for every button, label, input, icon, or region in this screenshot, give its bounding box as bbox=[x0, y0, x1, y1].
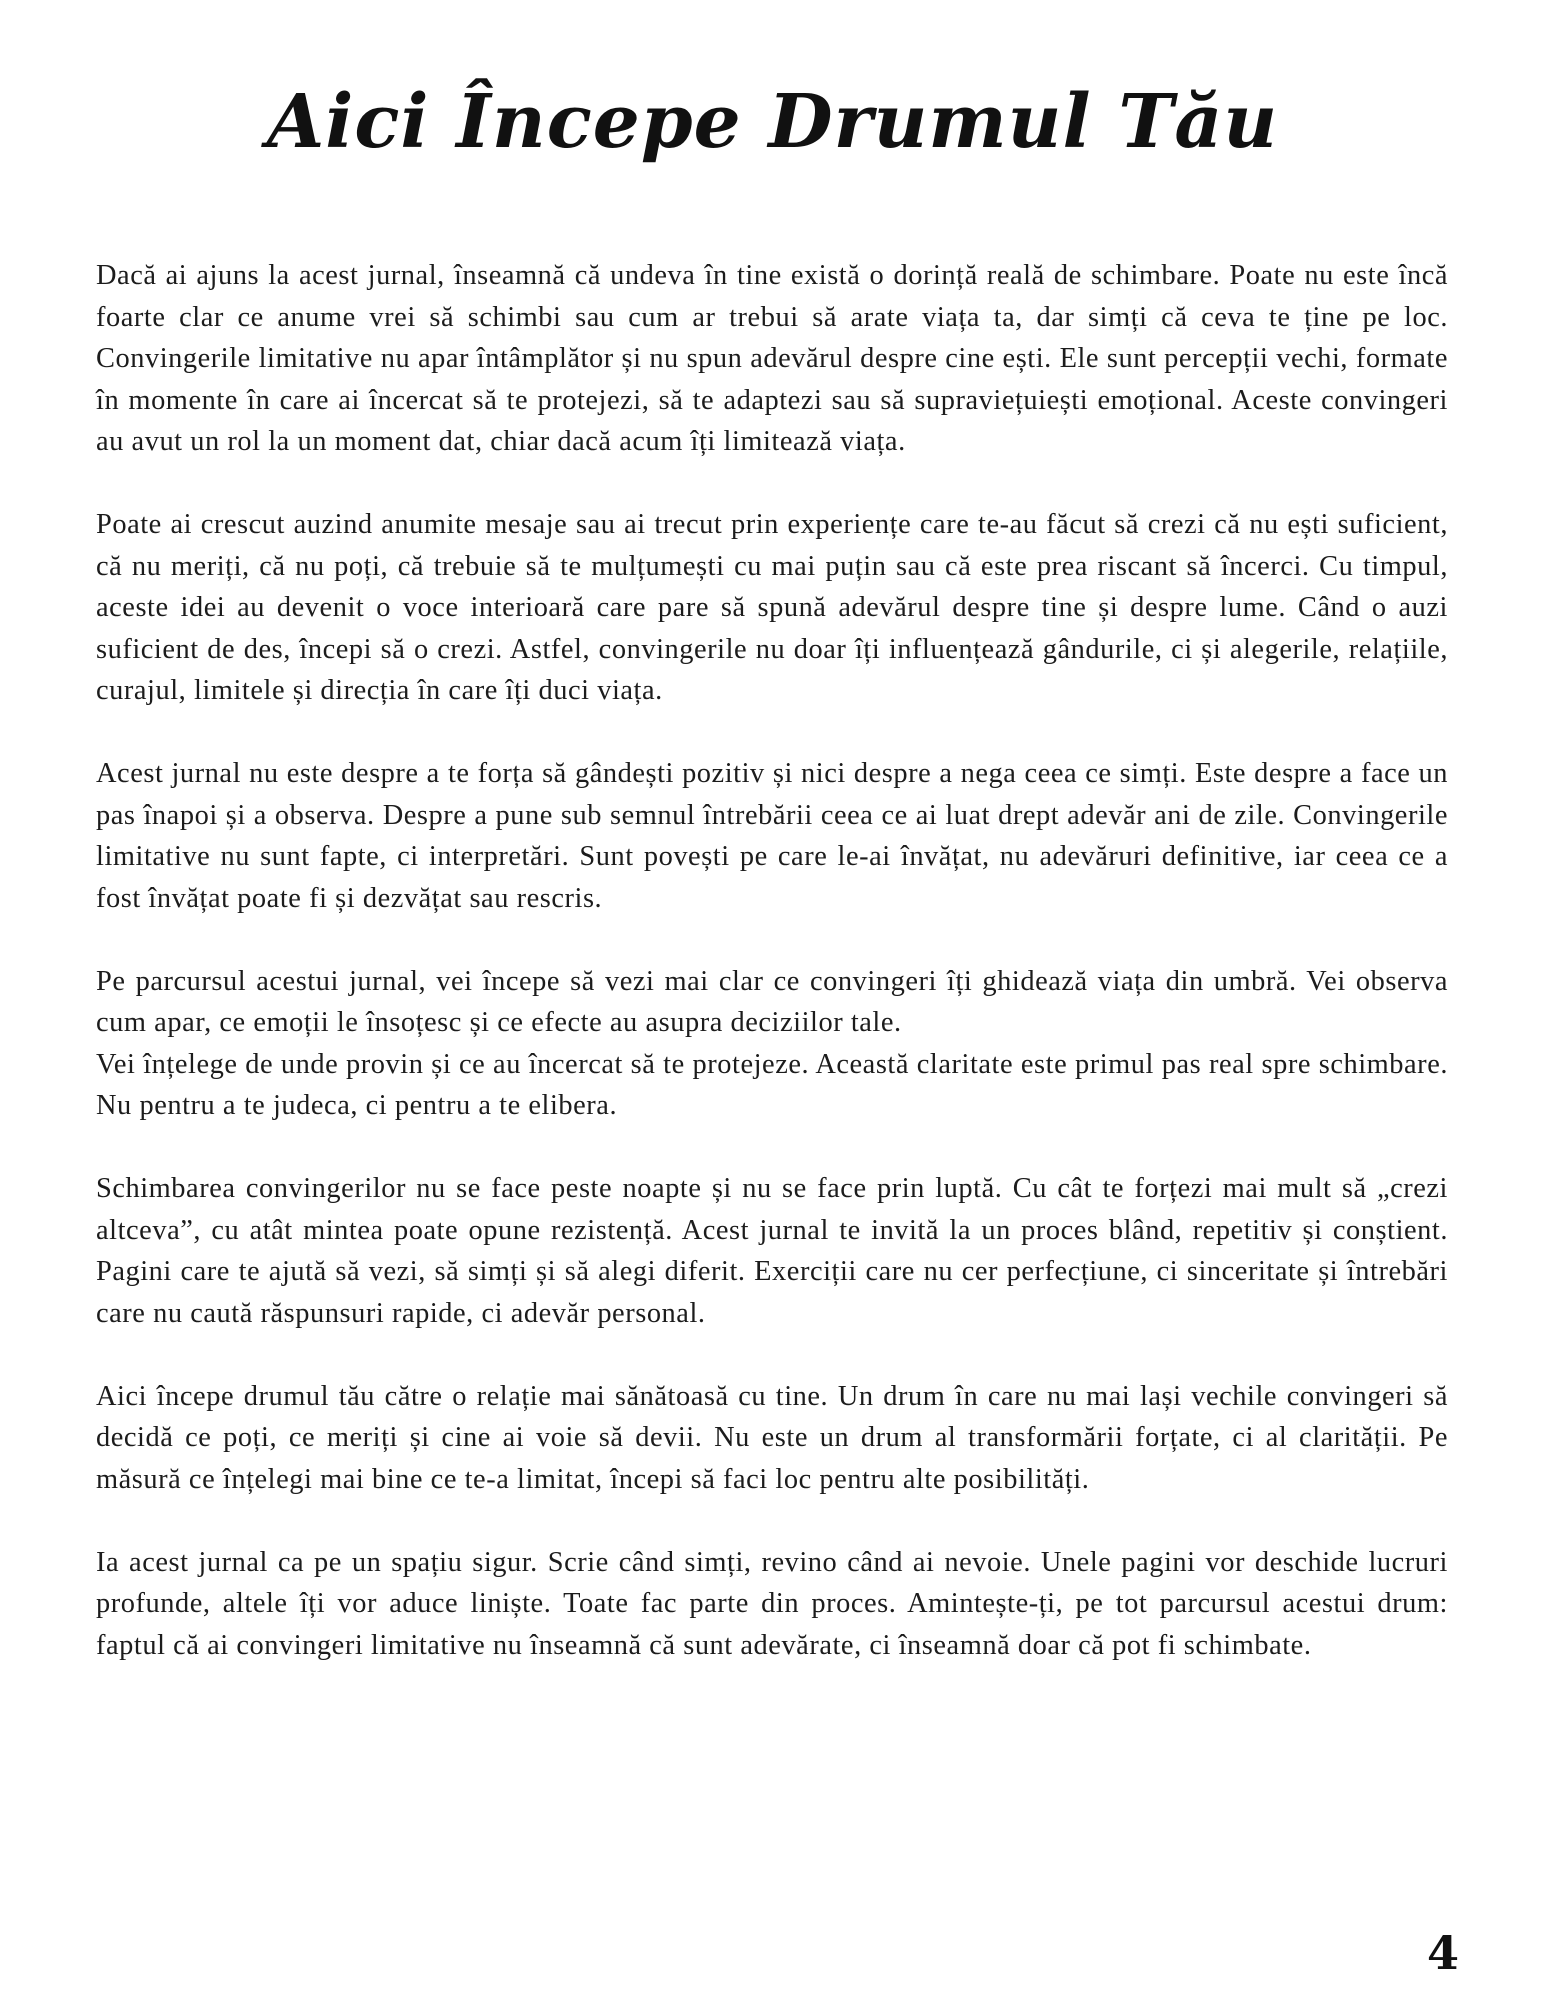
paragraph-3: Acest jurnal nu este despre a te forța să gândești pozitiv și nici despre a nega ceea ce simți. Este despre a face un pas înapoi și a observa. Despre a pune sub semnul întrebării ceea ce ai luat drept adevăr ani de zile. Convingerile limitative nu sunt fapte, ci interpretări. Sunt povești pe care le-ai învățat, nu adevăruri definitive, iar ceea ce a fost învățat poate fi și dezvățat sau rescris. bbox=[96, 758, 1448, 914]
paragraph-1: Dacă ai ajuns la acest jurnal, înseamnă că undeva în tine există o dorință reală de schimbare. Poate nu este încă foarte clar ce anume vrei să schimbi sau cum ar trebui să arate viața ta, dar simți că ceva te ține pe loc. Convingerile limitative nu apar întâmplător și nu spun adevărul despre cine ești. Ele sunt percepții vechi, formate în momente în care ai încercat să te protejezi, să te adaptezi sau să supraviețuiești emoțional. Aceste convingeri au avut un rol la un moment dat, chiar dacă acum îți limitează viața. bbox=[96, 260, 1448, 457]
paragraph-4: Pe parcursul acestui jurnal, vei începe să vezi mai clar ce convingeri îți ghidează viața din umbră. Vei observa cum apar, ce emoții le însoțesc și ce efecte au asupra deciziilor tale. bbox=[96, 965, 1448, 1038]
page-number: 4 bbox=[1426, 1926, 1459, 1980]
paragraph-6: Schimbarea convingerilor nu se face peste noapte și nu se face prin luptă. Cu cât te forțezi mai mult să „crezi altceva”, cu atât mintea poate opune rezistență. Acest jurnal te invită la un proces blând, repetitiv și conștient. Pagini care te ajută să vezi, să simți și să alegi diferit. Exerciții care nu cer perfecțiune, ci sinceritate și întrebări care nu caută răspunsuri rapide, ci adevăr personal. bbox=[96, 1173, 1448, 1329]
paragraph-8: Ia acest jurnal ca pe un spațiu sigur. Scrie când simți, revino când ai nevoie. Unele pagini vor deschide lucruri profunde, altele îți vor aduce liniște. Toate fac parte din proces. Amintește-ți, pe tot parcursul acestui drum: faptul că ai convingeri limitative nu înseamnă că sunt adevărate, ci înseamnă doar că pot fi schimbate. bbox=[96, 1546, 1448, 1661]
paragraph-5: Vei înțelege de unde provin și ce au încercat să te protejeze. Această claritate este primul pas real spre schimbare. Nu pentru a te judeca, ci pentru a te elibera. bbox=[96, 1048, 1448, 1121]
paragraph-2: Poate ai crescut auzind anumite mesaje sau ai trecut prin experiențe care te-au făcut să crezi că nu ești suficient, că nu meriți, că nu poți, că trebuie să te mulțumești cu mai puțin sau că este prea riscant să încerci. Cu timpul, aceste idei au devenit o voce interioară care pare să spună adevărul despre tine și despre lume. Când o auzi suficient de des, începi să o crezi. Astfel, convingerile nu doar îți influențează gândurile, ci și alegerile, relațiile, curajul, limitele și direcția în care îți duci viața. bbox=[96, 509, 1448, 706]
body-text bbox=[96, 255, 1448, 1708]
paragraph-7: Aici începe drumul tău către o relație mai sănătoasă cu tine. Un drum în care nu mai lași vechile convingeri să decidă ce poți, ce meriți și cine ai voie să devii. Nu este un drum al transformării forțate, ci al clarității. Pe măsură ce înțelegi mai bine ce te-a limitat, începi să faci loc pentru alte posibilități. bbox=[96, 1380, 1448, 1495]
page-title: Aici Începe Drumul Tău bbox=[266, 79, 1279, 165]
